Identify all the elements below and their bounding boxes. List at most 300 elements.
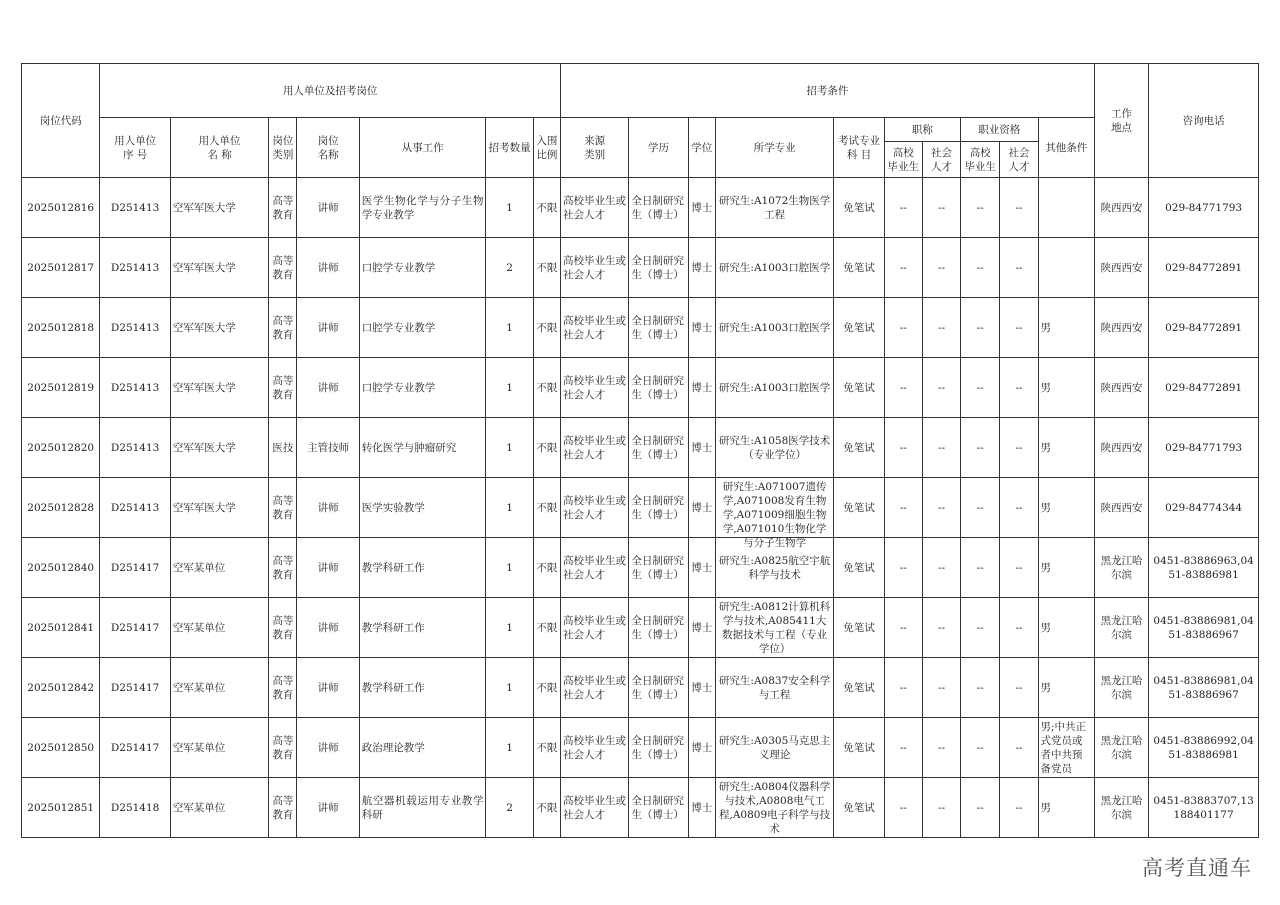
work-cell — [359, 238, 486, 298]
phone-cell — [1149, 598, 1259, 658]
ratio-cell — [533, 778, 560, 838]
table-row — [22, 178, 1259, 238]
location-cell — [1094, 238, 1148, 298]
work-cell-text: 教学科研工作 — [361, 561, 425, 574]
count-cell-text: 2 — [506, 801, 513, 814]
other-cell-text: 男 — [1040, 621, 1051, 634]
qual-graduate-cell — [961, 658, 1000, 718]
unit-name-cell — [170, 358, 269, 418]
qual-social-cell — [1000, 238, 1038, 298]
work-cell-text: 航空器机载运用专业教学科研 — [361, 794, 484, 821]
title-graduate-cell-text: -- — [899, 561, 907, 574]
post-name-cell — [297, 778, 359, 838]
major-cell-text: 研究生:A1003口腔医学 — [718, 261, 831, 274]
code-cell-text: 2025012820 — [27, 441, 95, 454]
unit-name-cell — [170, 778, 269, 838]
title-social-cell-text: -- — [937, 441, 946, 454]
ratio-cell-text: 不限 — [536, 201, 558, 214]
title-social-cell-text: -- — [937, 501, 946, 514]
education-cell — [629, 778, 688, 838]
work-cell — [359, 598, 486, 658]
count-cell — [486, 778, 533, 838]
count-cell-text: 1 — [506, 321, 513, 334]
title-social-cell-text: -- — [937, 321, 946, 334]
phone-cell — [1149, 418, 1259, 478]
header-group-unit: 用人单位及招考岗位 — [100, 64, 561, 118]
post-name-cell-text: 讲师 — [317, 321, 339, 334]
header-group-conditions: 招考条件 — [560, 64, 1094, 118]
other-cell — [1038, 178, 1094, 238]
qual-social-cell — [1000, 778, 1038, 838]
count-cell-text: 1 — [506, 201, 513, 214]
education-cell-text: 全日制研究生（博士） — [631, 614, 684, 641]
table-row — [22, 598, 1259, 658]
other-cell — [1038, 718, 1094, 778]
title-graduate-cell-text: -- — [899, 681, 907, 694]
other-cell — [1038, 658, 1094, 718]
qual-social-cell-text: -- — [1015, 261, 1023, 274]
table-row — [22, 418, 1259, 478]
location-cell — [1094, 598, 1148, 658]
source-cell — [560, 478, 628, 538]
title-social-cell-text: -- — [937, 741, 946, 754]
degree-cell-text: 博士 — [691, 501, 713, 514]
qual-graduate-cell-text: -- — [976, 261, 984, 274]
work-cell-text: 口腔学专业教学 — [361, 321, 436, 334]
source-cell — [560, 718, 628, 778]
post-type-cell-text: 高等 教育 — [272, 674, 294, 701]
title-graduate-cell-text: -- — [899, 381, 907, 394]
major-cell — [715, 478, 834, 549]
unit-name-cell-text: 空军某单位 — [172, 801, 226, 814]
qual-social-cell — [1000, 478, 1038, 538]
phone-cell — [1149, 778, 1259, 838]
post-type-cell — [269, 238, 297, 298]
header-other: 其他条件 — [1038, 118, 1094, 178]
code-cell — [22, 418, 100, 478]
location-cell-text: 黑龙江哈尔滨 — [1100, 674, 1143, 701]
work-cell — [359, 658, 486, 718]
unit-seq-cell-text: D251413 — [110, 261, 160, 274]
ratio-cell-text: 不限 — [536, 441, 558, 454]
post-type-cell — [269, 658, 297, 718]
ratio-cell-text: 不限 — [536, 321, 558, 334]
table-row — [22, 478, 1259, 538]
other-cell — [1038, 538, 1094, 598]
phone-cell-text: 029-84771793 — [1165, 201, 1243, 214]
work-cell — [359, 418, 486, 478]
count-cell — [486, 238, 533, 298]
header-education: 学历 — [629, 118, 688, 178]
title-graduate-cell-text: -- — [899, 741, 907, 754]
count-cell-text: 1 — [506, 621, 513, 634]
header-ratio: 入围 比例 — [533, 118, 560, 178]
degree-cell — [688, 718, 715, 778]
location-cell — [1094, 298, 1148, 358]
title-social-cell-text: -- — [937, 801, 946, 814]
title-graduate-cell-text: -- — [899, 801, 907, 814]
post-name-cell-text: 讲师 — [317, 201, 339, 214]
title-graduate-cell — [884, 718, 922, 778]
education-cell-text: 全日制研究生（博士） — [631, 794, 684, 821]
ratio-cell-text: 不限 — [536, 501, 558, 514]
post-name-cell — [297, 538, 359, 598]
major-cell — [715, 718, 834, 778]
ratio-cell — [533, 658, 560, 718]
work-cell-text: 口腔学专业教学 — [361, 381, 436, 394]
header-qual-social: 社会 人才 — [1000, 142, 1038, 178]
unit-name-cell-text: 空军某单位 — [172, 561, 226, 574]
post-name-cell — [297, 418, 359, 478]
unit-name-cell-text: 空军军医大学 — [172, 501, 236, 514]
code-cell — [22, 358, 100, 418]
qual-social-cell — [1000, 658, 1038, 718]
qual-graduate-cell — [961, 478, 1000, 538]
phone-cell-text: 029-84772891 — [1165, 321, 1243, 334]
education-cell-text: 全日制研究生（博士） — [631, 674, 684, 701]
degree-cell — [688, 238, 715, 298]
qual-graduate-cell-text: -- — [976, 381, 984, 394]
qual-graduate-cell — [961, 418, 1000, 478]
degree-cell-text: 博士 — [691, 621, 713, 634]
qual-social-cell — [1000, 358, 1038, 418]
major-cell — [715, 778, 834, 838]
qual-graduate-cell-text: -- — [976, 801, 984, 814]
qual-graduate-cell — [961, 718, 1000, 778]
work-cell-text: 教学科研工作 — [361, 621, 425, 634]
header-unit-name: 用人单位 名 称 — [170, 118, 269, 178]
exam-cell — [834, 598, 884, 658]
degree-cell-text: 博士 — [691, 441, 713, 454]
source-cell-text: 高校毕业生或社会人才 — [562, 434, 626, 461]
post-name-cell — [297, 178, 359, 238]
degree-cell-text: 博士 — [691, 561, 713, 574]
code-cell-text: 2025012818 — [27, 321, 95, 334]
post-type-cell-text: 医技 — [272, 441, 294, 454]
work-cell-text: 医学生物化学与分子生物学专业教学 — [361, 194, 484, 221]
major-cell-text: 研究生:A0804仪器科学与技术,A0808电气工程,A0809电子科学与技术 — [718, 780, 831, 835]
qual-social-cell-text: -- — [1015, 621, 1023, 634]
post-name-cell — [297, 718, 359, 778]
unit-seq-cell-text: D251417 — [110, 681, 160, 694]
post-type-cell — [269, 178, 297, 238]
count-cell — [486, 178, 533, 238]
title-graduate-cell — [884, 478, 922, 538]
code-cell — [22, 598, 100, 658]
work-cell-text: 医学实验教学 — [361, 501, 425, 514]
degree-cell — [688, 358, 715, 418]
major-cell — [715, 178, 834, 238]
title-graduate-cell-text: -- — [899, 321, 907, 334]
qual-graduate-cell-text: -- — [976, 201, 984, 214]
qual-graduate-cell — [961, 358, 1000, 418]
work-cell — [359, 298, 486, 358]
code-cell — [22, 718, 100, 778]
major-cell-text: 研究生:A1072生物医学工程 — [718, 194, 831, 221]
post-name-cell — [297, 658, 359, 718]
qual-social-cell-text: -- — [1015, 741, 1023, 754]
title-social-cell — [922, 178, 960, 238]
title-social-cell-text: -- — [937, 381, 946, 394]
title-graduate-cell-text: -- — [899, 621, 907, 634]
title-graduate-cell-text: -- — [899, 261, 907, 274]
post-name-cell-text: 讲师 — [317, 681, 339, 694]
exam-cell — [834, 658, 884, 718]
phone-cell — [1149, 178, 1259, 238]
other-cell — [1038, 418, 1094, 478]
table-row — [22, 718, 1259, 778]
location-cell-text: 陕西西安 — [1100, 321, 1143, 334]
source-cell-text: 高校毕业生或社会人才 — [562, 494, 626, 521]
source-cell — [560, 358, 628, 418]
post-type-cell — [269, 778, 297, 838]
work-cell — [359, 178, 486, 238]
unit-name-cell-text: 空军某单位 — [172, 741, 226, 754]
post-type-cell — [269, 298, 297, 358]
count-cell — [486, 598, 533, 658]
unit-seq-cell — [100, 718, 170, 778]
code-cell-text: 2025012817 — [27, 261, 95, 274]
unit-name-cell — [170, 418, 269, 478]
table-row — [22, 238, 1259, 298]
header-qualification-group: 职业资格 — [961, 118, 1038, 142]
qual-social-cell-text: -- — [1015, 321, 1023, 334]
phone-cell-text: 0451-83886992,0451-83886981 — [1153, 734, 1254, 761]
phone-cell-text: 0451-83886981,0451-83886967 — [1153, 674, 1254, 701]
header-location: 工作 地点 — [1094, 64, 1148, 178]
location-cell-text: 黑龙江哈尔滨 — [1100, 734, 1143, 761]
degree-cell-text: 博士 — [691, 801, 713, 814]
exam-cell-text: 免笔试 — [843, 321, 875, 334]
unit-name-cell — [170, 298, 269, 358]
code-cell-text: 2025012850 — [27, 741, 95, 754]
phone-cell-text: 029-84772891 — [1165, 261, 1243, 274]
table-row — [22, 538, 1259, 598]
other-cell — [1038, 298, 1094, 358]
post-name-cell — [297, 238, 359, 298]
education-cell — [629, 598, 688, 658]
qual-graduate-cell — [961, 178, 1000, 238]
title-social-cell — [922, 718, 960, 778]
major-cell-text: 研究生:A071007遗传学,A071008发育生物学,A071009细胞生物学,A071010生物化学与分子生物学 — [722, 480, 827, 549]
post-name-cell-text: 讲师 — [317, 561, 339, 574]
post-type-cell-text: 高等 教育 — [272, 314, 294, 341]
major-cell-text: 研究生:A0305马克思主义理论 — [718, 734, 831, 761]
post-type-cell — [269, 718, 297, 778]
location-cell-text: 陕西西安 — [1100, 261, 1143, 274]
post-name-cell — [297, 598, 359, 658]
unit-seq-cell-text: D251413 — [110, 381, 160, 394]
work-cell-text: 政治理论教学 — [361, 741, 425, 754]
exam-cell — [834, 778, 884, 838]
header-post-type: 岗位 类别 — [269, 118, 297, 178]
unit-seq-cell — [100, 178, 170, 238]
code-cell-text: 2025012840 — [27, 561, 95, 574]
code-cell-text: 2025012828 — [27, 501, 95, 514]
title-social-cell-text: -- — [937, 261, 946, 274]
degree-cell-text: 博士 — [691, 321, 713, 334]
work-cell — [359, 718, 486, 778]
unit-seq-cell — [100, 238, 170, 298]
location-cell-text: 陕西西安 — [1100, 201, 1143, 214]
exam-cell — [834, 418, 884, 478]
exam-cell-text: 免笔试 — [843, 201, 875, 214]
unit-seq-cell-text: D251417 — [110, 741, 160, 754]
post-type-cell — [269, 478, 297, 538]
ratio-cell — [533, 478, 560, 538]
degree-cell — [688, 658, 715, 718]
degree-cell — [688, 478, 715, 538]
phone-cell-text: 0451-83883707,13188401177 — [1153, 794, 1254, 821]
location-cell — [1094, 778, 1148, 838]
title-graduate-cell — [884, 658, 922, 718]
qual-social-cell-text: -- — [1015, 501, 1023, 514]
ratio-cell-text: 不限 — [536, 681, 558, 694]
post-name-cell — [297, 358, 359, 418]
work-cell-text: 口腔学专业教学 — [361, 261, 436, 274]
title-social-cell — [922, 418, 960, 478]
title-graduate-cell-text: -- — [899, 441, 907, 454]
unit-seq-cell — [100, 778, 170, 838]
post-type-cell-text: 高等 教育 — [272, 614, 294, 641]
exam-cell-text: 免笔试 — [843, 681, 875, 694]
source-cell — [560, 418, 628, 478]
title-graduate-cell — [884, 598, 922, 658]
title-social-cell — [922, 778, 960, 838]
phone-cell — [1149, 238, 1259, 298]
title-graduate-cell-text: -- — [899, 201, 907, 214]
ratio-cell — [533, 418, 560, 478]
post-type-cell-text: 高等 教育 — [272, 734, 294, 761]
location-cell — [1094, 418, 1148, 478]
unit-name-cell — [170, 718, 269, 778]
title-graduate-cell — [884, 178, 922, 238]
ratio-cell — [533, 538, 560, 598]
location-cell — [1094, 658, 1148, 718]
title-graduate-cell — [884, 538, 922, 598]
ratio-cell — [533, 358, 560, 418]
degree-cell-text: 博士 — [691, 201, 713, 214]
phone-cell — [1149, 478, 1259, 538]
source-cell — [560, 538, 628, 598]
qual-graduate-cell-text: -- — [976, 561, 984, 574]
header-post-name: 岗位 名称 — [297, 118, 359, 178]
education-cell — [629, 478, 688, 538]
unit-seq-cell — [100, 298, 170, 358]
title-graduate-cell — [884, 778, 922, 838]
major-cell — [715, 358, 834, 418]
post-type-cell-text: 高等 教育 — [272, 554, 294, 581]
unit-seq-cell-text: D251418 — [110, 801, 160, 814]
code-cell — [22, 658, 100, 718]
qual-graduate-cell — [961, 538, 1000, 598]
location-cell — [1094, 178, 1148, 238]
education-cell — [629, 718, 688, 778]
title-social-cell-text: -- — [937, 201, 946, 214]
post-name-cell-text: 讲师 — [317, 801, 339, 814]
unit-seq-cell — [100, 538, 170, 598]
unit-name-cell — [170, 538, 269, 598]
post-type-cell — [269, 598, 297, 658]
education-cell — [629, 658, 688, 718]
unit-name-cell-text: 空军军医大学 — [172, 441, 236, 454]
phone-cell — [1149, 298, 1259, 358]
title-graduate-cell-text: -- — [899, 501, 907, 514]
phone-cell-text: 0451-83886963,0451-83886981 — [1153, 554, 1254, 581]
other-cell-text: 男;中共正式党员或者中共预备党员 — [1040, 720, 1087, 775]
source-cell-text: 高校毕业生或社会人才 — [562, 794, 626, 821]
major-cell — [715, 298, 834, 358]
header-source: 来源 类别 — [560, 118, 628, 178]
header-code: 岗位代码 — [22, 64, 100, 178]
ratio-cell-text: 不限 — [536, 261, 558, 274]
source-cell-text: 高校毕业生或社会人才 — [562, 614, 626, 641]
other-cell-text: 男 — [1040, 801, 1051, 814]
exam-cell — [834, 298, 884, 358]
count-cell — [486, 538, 533, 598]
source-cell-text: 高校毕业生或社会人才 — [562, 674, 626, 701]
exam-cell-text: 免笔试 — [843, 501, 875, 514]
title-social-cell — [922, 478, 960, 538]
education-cell-text: 全日制研究生（博士） — [631, 434, 684, 461]
major-cell-text: 研究生:A1003口腔医学 — [718, 381, 831, 394]
exam-cell — [834, 178, 884, 238]
ratio-cell-text: 不限 — [536, 621, 558, 634]
degree-cell — [688, 298, 715, 358]
source-cell — [560, 658, 628, 718]
table-row — [22, 298, 1259, 358]
source-cell-text: 高校毕业生或社会人才 — [562, 374, 626, 401]
source-cell — [560, 778, 628, 838]
other-cell — [1038, 478, 1094, 538]
header-title-group: 职称 — [884, 118, 960, 142]
unit-name-cell — [170, 478, 269, 538]
unit-seq-cell-text: D251413 — [110, 501, 160, 514]
degree-cell-text: 博士 — [691, 381, 713, 394]
post-type-cell — [269, 538, 297, 598]
post-name-cell-text: 讲师 — [317, 381, 339, 394]
title-graduate-cell — [884, 238, 922, 298]
code-cell-text: 2025012842 — [27, 681, 95, 694]
degree-cell — [688, 418, 715, 478]
degree-cell-text: 博士 — [691, 681, 713, 694]
code-cell — [22, 298, 100, 358]
source-cell — [560, 178, 628, 238]
count-cell-text: 1 — [506, 501, 513, 514]
code-cell-text: 2025012841 — [27, 621, 95, 634]
unit-name-cell-text: 空军军医大学 — [172, 381, 236, 394]
exam-cell-text: 免笔试 — [843, 621, 875, 634]
location-cell-text: 陕西西安 — [1100, 441, 1143, 454]
qual-graduate-cell — [961, 298, 1000, 358]
count-cell-text: 1 — [506, 441, 513, 454]
code-cell-text: 2025012819 — [27, 381, 95, 394]
work-cell — [359, 538, 486, 598]
unit-seq-cell-text: D251413 — [110, 441, 160, 454]
qual-social-cell-text: -- — [1015, 681, 1023, 694]
code-cell-text: 2025012816 — [27, 201, 95, 214]
header-title-graduate: 高校 毕业生 — [884, 142, 922, 178]
other-cell — [1038, 598, 1094, 658]
title-social-cell-text: -- — [937, 561, 946, 574]
source-cell-text: 高校毕业生或社会人才 — [562, 194, 626, 221]
major-cell — [715, 238, 834, 298]
post-type-cell-text: 高等 教育 — [272, 494, 294, 521]
other-cell-text: 男 — [1040, 681, 1051, 694]
other-cell — [1038, 238, 1094, 298]
other-cell-text: 男 — [1040, 561, 1051, 574]
exam-cell — [834, 478, 884, 538]
